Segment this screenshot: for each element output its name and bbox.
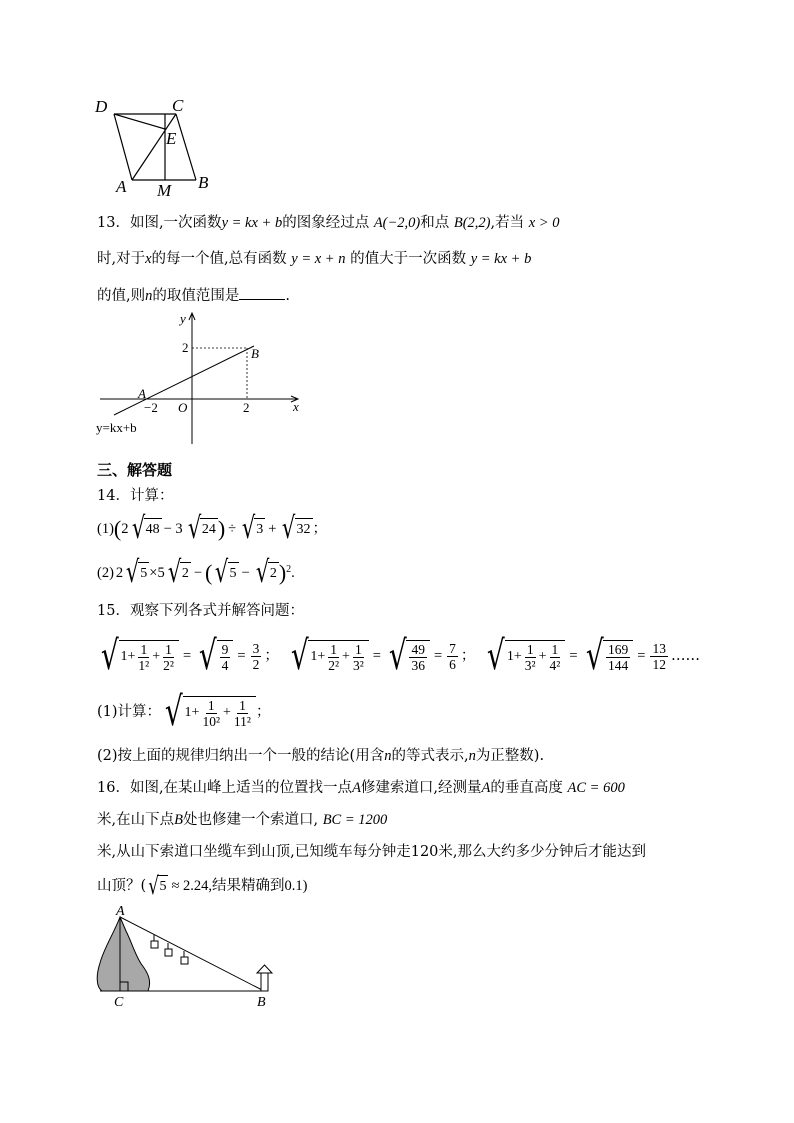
sqrt-2: √ 2	[167, 555, 189, 590]
q15-examples: √ 1+ $\frac{1}{\text{1²}}$ + $\frac{1}{\text{2²}}$ = √ $\frac{9}{4}$ = $\frac{3}{2}$ ； √ 1+ $\frac{1}{\text{2²}}$ + $\frac{1}{\text{3²}}$ = √ $\frac{49}{36}$ = $\frac{7}{6}$ ； √ 1+ $\frac{1}{\text{3²}}$ + $\frac{1}{\text{4²}}$ = √ $\frac{169}{144}$ = $\frac{13}{12}$ ……	[97, 634, 700, 678]
q16-line1: 16．如图,在某山峰上适当的位置找一点A修建索道口,经测量A的垂直高度 AC = 600	[97, 780, 625, 796]
sqrt-5: √ 5	[126, 555, 148, 590]
q15-part2: (2)按上面的规律归纳出一个一般的结论(用含n的等式表示,n为正整数).	[97, 748, 545, 764]
label-A: A	[138, 386, 146, 401]
label-E: E	[166, 129, 177, 148]
tick-x-2: 2	[243, 400, 250, 415]
label-C: C	[114, 995, 124, 1010]
figure-quadrilateral	[92, 94, 222, 200]
sqrt-48: √ 48	[131, 511, 160, 546]
sqrt-expr-2: √ 1+ $\frac{1}{\text{2²}}$ + $\frac{1}{\text{3²}}$	[287, 640, 369, 673]
q14-part2: (2) 2 √ 5 ×5 √ 2 − ( √ 5 − √ 2 ) 2 .	[97, 555, 295, 590]
q15-title: 15．观察下列各式并解答问题：	[97, 603, 304, 619]
q13-line2: 时,对于x的每一个值,总有函数 y = x + n 的值大于一次函数 y = kx + b	[97, 251, 532, 267]
axis-y-label: y	[180, 311, 186, 326]
tick-x-neg2: −2	[144, 400, 158, 415]
tick-y-2: 2	[182, 340, 189, 355]
sqrt-2b: √ 2	[255, 555, 277, 590]
q16-line4: 山顶？( √ 5 ≈ 2.24,结果精确到0.1)	[97, 872, 308, 900]
sqrt-5b: √ 5	[215, 555, 237, 590]
label-D: D	[95, 97, 108, 116]
label-B: B	[257, 995, 266, 1010]
figure-linear-function	[92, 308, 307, 448]
q13-line3: 的值,则n的取值范围是 .	[97, 285, 290, 306]
label-A: A	[116, 904, 125, 919]
sqrt-expr-q: √ 1+ $\frac{1}{\text{10²}}$ + $\frac{1}{\text{11²}}$	[161, 696, 256, 729]
section-title: 三、解答题	[97, 461, 173, 479]
axis-x-label: x	[293, 399, 299, 414]
label-C: C	[172, 96, 184, 115]
q16-line2: 米,在山下点B处也修建一个索道口, BC = 1200	[97, 812, 388, 828]
sqrt-expr-1: √ 1+ $\frac{1}{\text{1²}}$ + $\frac{1}{\text{2²}}$	[97, 640, 179, 673]
sqrt-expr-3: √ 1+ $\frac{1}{\text{3²}}$ + $\frac{1}{\text{4²}}$	[483, 640, 565, 673]
label-M: M	[157, 181, 172, 200]
sqrt-3: √ 3	[241, 511, 264, 546]
station-arrow-icon	[257, 965, 272, 991]
answer-blank[interactable]	[239, 285, 285, 300]
q16-line3: 米,从山下索道口坐缆车到山顶,已知缆车每分钟走120米,那么大约多少分钟后才能达到	[97, 844, 647, 860]
q15-part1: (1)计算： √ 1+ $\frac{1}{\text{10²}}$ + $\frac{1}{\text{11²}}$ ；	[97, 689, 271, 735]
q14-part1: (1) ( 2 √ 48 − 3 √ 24 ) ÷ √ 3 + √ 32 ；	[97, 511, 328, 546]
sqrt-5-approx: √ 5	[148, 872, 167, 900]
q13-line1: 13．如图,一次函数y = kx + b的图象经过点 A(−2,0)和点 B(2,2),若当 x > 0	[97, 215, 560, 231]
sqrt-24: √ 24	[187, 511, 216, 546]
label-A: A	[116, 177, 127, 196]
origin-label: O	[178, 400, 188, 415]
function-label: y=kx+b	[96, 420, 137, 435]
q14-title: 14．计算：	[97, 488, 174, 504]
label-B: B	[251, 346, 259, 361]
label-B: B	[198, 173, 209, 192]
sqrt-32: √ 32	[282, 511, 311, 546]
figure-cableway	[92, 903, 282, 1011]
